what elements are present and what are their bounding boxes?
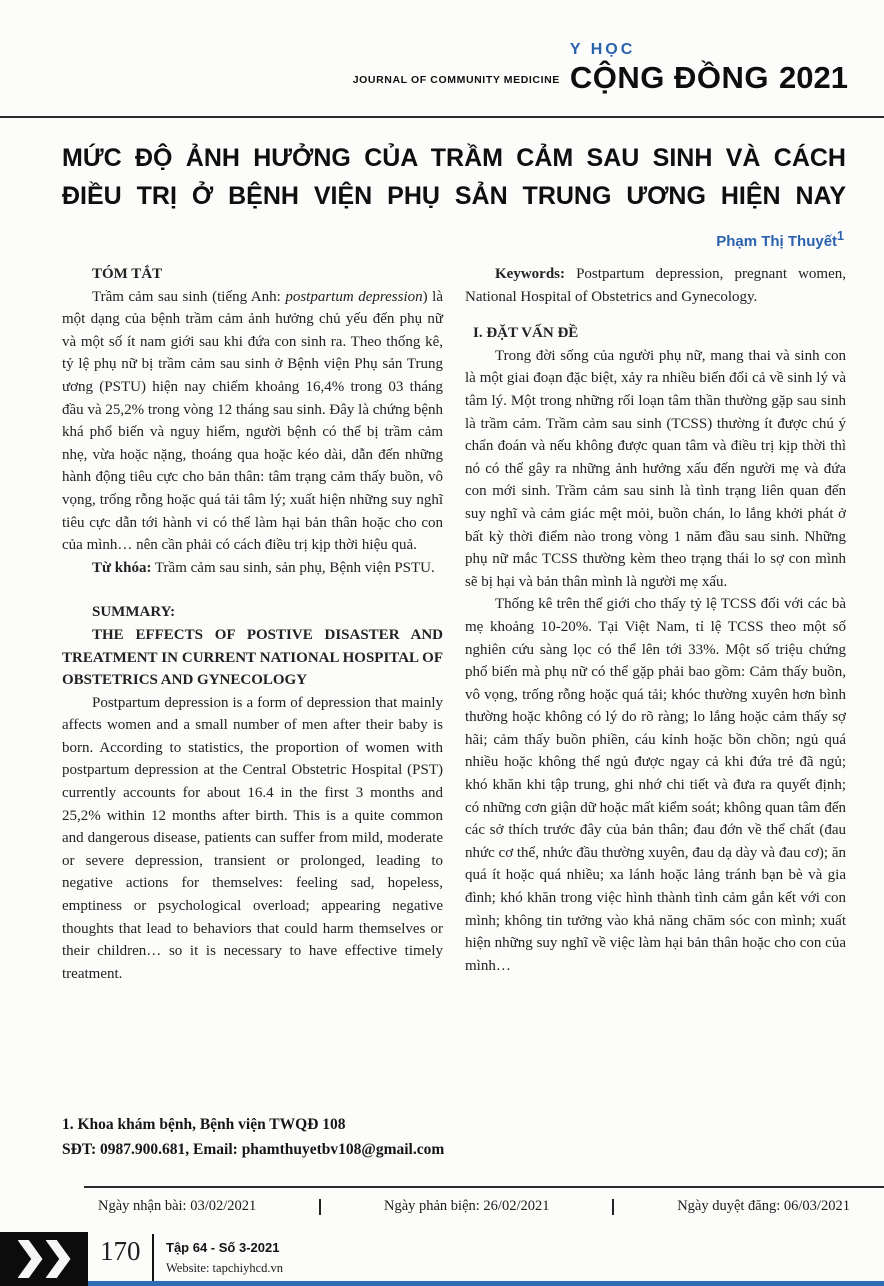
page-number: 170 (100, 1236, 141, 1266)
header-divider (0, 116, 884, 118)
bottom-accent-bar (88, 1281, 884, 1286)
left-column (62, 263, 443, 1111)
section1-paragraph1: Trong đời sống của người phụ nữ, mang thai và sinh con là một giai đoạn đặc biệt, xảy ra nhiều biến đổi cả về sinh lý và tâm lý. Một trong những rối loạn tâm thần thường gặp sau sinh là trầm cảm. Trầm cảm sau sinh (TCSS) thường ít được chú ý chẩn đoán và nếu không được quan tâm và điều trị kịp thời thì nó có thể gây ra những ảnh hưởng xấu đến người mẹ và đứa con mới sinh. Trầm cảm sau sinh là tình trạng liên quan đến suy nghĩ và cảm giác mệt mỏi, buồn chán, lo lắng khởi phát ở bất kỳ thời điểm nào trong vòng 1 năm đầu sau sinh. Những phụ nữ mắc TCSS thường kèm theo trạng thái lo sợ con mình sẽ bị hại và bản thân mình là người mẹ xấu. (465, 347, 846, 590)
author-name (716, 229, 844, 250)
abstract-text-italic: postpartum depression (285, 288, 423, 305)
abstract-text-pre: Trầm cảm sau sinh (tiếng Anh: (92, 288, 286, 305)
article-title (62, 139, 846, 215)
summary-title: THE EFFECTS OF POSTIVE DISASTER AND TREATMENT IN CURRENT NATIONAL HOSPITAL OF OBSTETRICS AND GYNECOLOGY (62, 626, 443, 689)
journal-logo-top: Y HỌC (569, 41, 636, 58)
article-title-line1: MỨC ĐỘ ẢNH HƯỞNG CỦA TRẦM CẢM SAU SINH VÀ CÁCH (62, 144, 846, 172)
journal-logo-year: 2021 (779, 60, 848, 95)
affiliation-line2: SĐT: 0987.900.681, Email: phamthuyetbv108@gmail.com (62, 1141, 445, 1158)
date-accepted: Ngày duyệt đăng: 06/03/2021 (677, 1198, 850, 1214)
keywords-vi (62, 557, 443, 580)
date-separator (612, 1199, 614, 1215)
affiliation-footnote (62, 1112, 444, 1162)
keywords-vi-label: Từ khóa: (92, 559, 152, 576)
right-column (465, 263, 846, 1111)
chevron-right-icon (46, 1240, 71, 1278)
abstract-paragraph (62, 286, 443, 557)
keywords-en (465, 263, 846, 308)
journal-logo-main: CỘNG ĐỒNG (569, 60, 770, 95)
date-separator (319, 1199, 321, 1215)
journal-header (353, 42, 848, 93)
section1-paragraph2: Thống kê trên thế giới cho thấy tỷ lệ TCSS đối với các bà mẹ khoảng 10-20%. Tại Việt Nam, tỉ lệ TCSS theo một số nghiên cứu sàng lọc có thể lên tới 33%. Một số triệu chứng phổ biến mà phụ nữ có thể gặp phải bao gồm: Cảm thấy buồn, vô vọng, trống rỗng hoặc quá tải; khóc thường xuyên hơn bình thường hoặc không có lý do rõ ràng; lo lắng hoặc cảm thấy sợ hãi; cảm thấy buồn phiền, cáu kỉnh hoặc bồn chồn; ngủ quá nhiều hoặc không thể ngủ được ngay cả khi đứa trẻ đã ngủ; khó khăn khi tập trung, ghi nhớ chi tiết và đưa ra quyết định; có những cơn giận dữ hoặc mất kiểm soát; không quan tâm đến các sở thích trước đây của bản thân; đau đớn về thể chất (đau nhức cơ thể, nhức đầu thường xuyên, đau dạ dày và đau cơ); ăn quá ít hoặc quá nhiều; xa lánh hoặc lảng tránh bạn bè và gia đình; khó khăn trong việc hình thành tình cảm gắn kết với con mình; không tin tưởng vào khả năng chăm sóc con mình; xuất hiện những suy nghĩ về việc làm hại bản thân hoặc cho con của mình… (465, 596, 846, 974)
summary-heading: SUMMARY: (92, 604, 176, 621)
article-title-line2: ĐIỀU TRỊ Ở BỆNH VIỆN PHỤ SẢN TRUNG ƯƠNG HIỆN NAY (62, 182, 846, 210)
volume-info: Tập 64 - Số 3-2021 (166, 1240, 280, 1255)
article-body (62, 263, 846, 1111)
summary-paragraph: Postpartum depression is a form of depression that mainly affects women and a small number of men after their baby is born. According to statistics, the proportion of women with postpartum depression at the Central Obstetric Hospital (PST) currently accounts for about 16.4 in the first 3 months and 25,2% within 12 months after birth. This is a quite common and dangerous disease, patients can suffer from mild, moderate or severe depression, transient or prolonged, leading to negative actions for themselves: feeling sad, hopeless, emptiness or psychological overload; appearing negative thoughts that lead to behaviors that could harm themselves or their children… so it is necessary to have effective timely treatment. (62, 694, 443, 982)
dates-divider (84, 1186, 884, 1188)
journal-subtitle: JOURNAL OF COMMUNITY MEDICINE (352, 74, 560, 86)
author-name-text: Phạm Thị Thuyết (716, 233, 838, 250)
author-affiliation-marker: 1 (837, 229, 844, 243)
keywords-en-text: Postpartum depression, pregnant women, National Hospital of Obstetrics and Gynecology. (465, 266, 846, 305)
abstract-heading: TÓM TẮT (92, 266, 163, 282)
date-reviewed: Ngày phản biện: 26/02/2021 (383, 1198, 550, 1214)
abstract-text-post: ) là một dạng của bệnh trầm cảm ảnh hưởng chủ yếu đến phụ nữ và một số ít nam giới sau khi đứa con sinh ra. Theo thống kê, tỷ lệ phụ nữ bị trầm cảm sau sinh ở Bệnh viện Phụ sản Trung ương (PSTU) hiện nay chiếm khoảng 16,4% trong 03 tháng đầu và 25,2% trong vòng 12 tháng sau sinh. Đây là chứng bệnh khá phổ biến và nguy hiểm, người bệnh có thể bị trầm cảm nhẹ, vừa hoặc nặng, thoáng qua hoặc kéo dài, dẫn đến những hành động tiêu cực cho bản thân: tâm trạng cảm thấy buồn, vô vọng, trống rỗng hoặc quá tải tâm lý; xuất hiện những suy nghĩ tiêu cực dẫn tới hành vi có thể làm hại bản thân hoặc cho con của mình… nên cần phải có cách điều trị kịp thời hiệu quả. (62, 288, 443, 554)
section1-heading: I. ĐẶT VẤN ĐỀ (473, 325, 579, 342)
website-info: Website: tapchiyhcd.vn (166, 1261, 284, 1275)
journal-logo (570, 42, 769, 93)
chevron-right-icon (18, 1240, 43, 1278)
keywords-en-label: Keywords: (495, 266, 565, 282)
footer-divider (152, 1234, 154, 1282)
journal-chevrons-logo (0, 1232, 88, 1286)
dates-strip (98, 1198, 850, 1215)
affiliation-line1: 1. Khoa khám bệnh, Bệnh viện TWQĐ 108 (62, 1116, 346, 1133)
keywords-vi-text: Trầm cảm sau sinh, sản phụ, Bệnh viện PSTU. (151, 559, 435, 576)
date-received: Ngày nhận bài: 03/02/2021 (98, 1198, 257, 1214)
